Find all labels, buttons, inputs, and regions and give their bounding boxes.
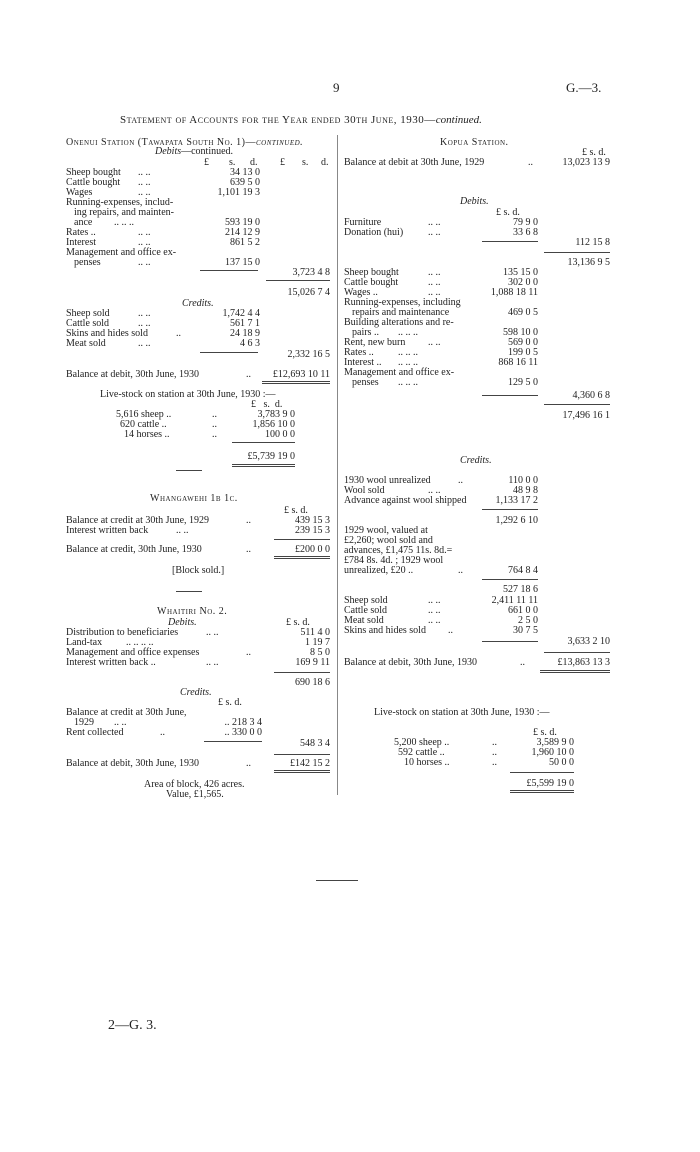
kopua-net: 527 18 6 — [503, 584, 538, 595]
rule — [482, 395, 538, 396]
amount: 4 6 3 — [240, 338, 260, 349]
leader-dots: .. .. .. .. — [126, 637, 154, 648]
col-pounds: £ — [204, 157, 209, 168]
leader-dots: .. .. — [138, 227, 151, 238]
amount: 593 19 0 — [225, 217, 260, 228]
value-note: Value, £1,565. — [166, 789, 224, 800]
onenui-balance: £12,693 10 11 — [272, 369, 330, 380]
amount: 199 0 5 — [508, 347, 538, 358]
leader-dots: .. .. .. — [114, 217, 134, 228]
whaitiri-title: Whaitiri No. 2. — [157, 606, 228, 617]
line-label: Sheep bought — [66, 167, 121, 178]
amount: 1 19 7 — [305, 637, 330, 648]
leader-dots: .. .. — [428, 227, 441, 238]
line-label: 620 cattle .. — [120, 419, 167, 430]
double-rule — [232, 464, 295, 467]
leader-dots: .. .. — [176, 525, 189, 536]
col-shillings-2: s. — [302, 157, 309, 168]
leader-dots: .. .. — [428, 337, 441, 348]
leader-dots: .. .. .. — [398, 377, 418, 388]
rule — [200, 270, 258, 271]
line-label: Balance at debit, 30th June, 1930 — [344, 657, 478, 668]
leader-dots: .. .. — [138, 177, 151, 188]
line-label: Advance against wool shipped — [344, 495, 467, 506]
line-label: Balance at debit, 30th June, 1930 — [66, 758, 200, 769]
rule — [544, 404, 610, 405]
onenui-total-credits: 2,332 16 5 — [287, 349, 330, 360]
leader-dots: .. — [212, 409, 217, 420]
rule — [482, 241, 538, 242]
kopua-cols2: £ s. d. — [496, 207, 520, 218]
line-label: Running-expenses, includ- — [66, 197, 174, 208]
line-label: repairs and maintenance — [352, 307, 450, 318]
leader-dots: .. — [520, 657, 525, 668]
line-label: penses — [352, 377, 379, 388]
kopua-total-credits: 3,633 2 10 — [567, 636, 610, 647]
amount: 561 7 1 — [230, 318, 260, 329]
line-label: Running-expenses, including — [344, 297, 461, 308]
amount: 30 7 5 — [513, 625, 538, 636]
whaitiri-total-credits: 548 3 4 — [300, 738, 330, 749]
leader-dots: .. .. — [138, 338, 151, 349]
amount: 868 16 11 — [498, 357, 538, 368]
kopua-title: Kopua Station. — [440, 137, 509, 148]
kopua-sub2: 13,136 9 5 — [567, 257, 610, 268]
line-label: Cattle bought — [344, 277, 399, 288]
leader-dots: .. — [246, 369, 251, 380]
line-label: Wages — [66, 187, 93, 198]
line-label: Balance at debit at 30th June, 1929 — [344, 157, 485, 168]
amount: 1,960 10 0 — [531, 747, 574, 758]
rule — [204, 741, 262, 742]
rule — [482, 509, 538, 510]
rule — [544, 252, 610, 253]
kopua-livestock-total: £5,599 19 0 — [526, 778, 574, 789]
section-separator — [176, 591, 202, 592]
amount: 137 15 0 — [225, 257, 260, 268]
amount: 50 0 0 — [549, 757, 574, 768]
double-rule — [540, 670, 610, 673]
leader-dots: .. .. — [428, 277, 441, 288]
leader-dots: .. .. — [114, 717, 127, 728]
rule — [274, 754, 330, 755]
leader-dots: .. .. — [138, 167, 151, 178]
onenui-debits-label: Debits—continued. — [155, 146, 234, 157]
amount: .. 330 0 0 — [224, 727, 262, 738]
leader-dots: .. — [528, 157, 533, 168]
line-label: ance — [74, 217, 93, 228]
line-label: Skins and hides sold — [344, 625, 426, 636]
rule — [482, 641, 538, 642]
kopua-balance-1929: 13,023 13 9 — [562, 157, 610, 168]
leader-dots: .. — [160, 727, 165, 738]
line-label: Rent, new burn — [344, 337, 406, 348]
leader-dots: .. .. — [428, 605, 441, 616]
onenui-livestock-total: £5,739 19 0 — [247, 451, 295, 462]
line-label: Balance at credit at 30th June, — [66, 707, 187, 718]
leader-dots: .. — [212, 419, 217, 430]
whaitiri-balance: £142 15 2 — [290, 758, 330, 769]
line-label: Interest — [66, 237, 96, 248]
leader-dots: .. — [492, 737, 497, 748]
leader-dots: .. .. — [428, 287, 441, 298]
amount: 661 0 0 — [508, 605, 538, 616]
line-label: 5,200 sheep .. — [394, 737, 450, 748]
line-label: pairs .. — [352, 327, 379, 338]
line-label: Management and office expenses — [66, 647, 200, 658]
line-label: Balance at debit, 30th June, 1930 — [66, 369, 200, 380]
amount: 3,589 9 0 — [536, 737, 574, 748]
leader-dots: .. — [458, 475, 463, 486]
line-label: Meat sold — [344, 615, 384, 626]
line-label: advances, £1,475 11s. 8d.= — [344, 545, 453, 556]
amount: 8 5 0 — [310, 647, 330, 658]
line-label: Interest .. — [344, 357, 382, 368]
line-label: 1929 wool, valued at — [344, 525, 428, 536]
kopua-sub-credits: 1,292 6 10 — [495, 515, 538, 526]
kopua-cols: £ s. d. — [582, 147, 606, 158]
amount: 1,133 17 2 — [495, 495, 538, 506]
amount: 129 5 0 — [508, 377, 538, 388]
leader-dots: .. — [492, 747, 497, 758]
line-label: Sheep sold — [344, 595, 388, 606]
leader-dots: .. .. — [428, 615, 441, 626]
double-rule — [274, 770, 330, 773]
double-rule — [274, 556, 330, 559]
leader-dots: .. .. — [138, 318, 151, 329]
amount: 214 12 9 — [225, 227, 260, 238]
leader-dots: .. — [492, 757, 497, 768]
line-label: Cattle sold — [344, 605, 388, 616]
leader-dots: .. — [246, 515, 251, 526]
amount: 239 15 3 — [295, 525, 330, 536]
line-label: Wages .. — [344, 287, 378, 298]
amount: 24 18 9 — [230, 328, 260, 339]
rule — [482, 579, 538, 580]
footer-signature: 2—G. 3. — [108, 1018, 157, 1033]
amount: 469 0 5 — [508, 307, 538, 318]
amount: 439 15 3 — [295, 515, 330, 526]
amount: 1,101 19 3 — [217, 187, 260, 198]
amount: 3,783 9 0 — [257, 409, 295, 420]
onenui-total-debits: 3,723 4 8 — [292, 267, 330, 278]
line-label: Interest written back — [66, 525, 149, 536]
kopua-credits-label: Credits. — [460, 455, 492, 466]
whaitiri-cols: £ s. d. — [286, 617, 310, 628]
page-title: Statement of Accounts for the Year ended 30th June, 1930—continued. — [120, 114, 482, 126]
amount: .. 218 3 4 — [224, 717, 262, 728]
line-label: Rates .. — [344, 347, 374, 358]
leader-dots: .. .. .. — [398, 327, 418, 338]
line-label: Management and office ex- — [66, 247, 177, 258]
line-label: Wool sold — [344, 485, 385, 496]
rule — [200, 352, 258, 353]
amount: 764 8 4 — [508, 565, 538, 576]
kopua-balance: £13,863 13 3 — [557, 657, 610, 668]
line-label: Furniture — [344, 217, 382, 228]
whangawehi-balance: £200 0 0 — [295, 544, 330, 555]
amount: 598 10 0 — [503, 327, 538, 338]
rule — [232, 442, 295, 443]
amount: 302 0 0 — [508, 277, 538, 288]
kopua-ls-cols: £ s. d. — [533, 727, 557, 738]
line-label: Rent collected — [66, 727, 124, 738]
leader-dots: .. .. — [206, 627, 219, 638]
area-note: Area of block, 426 acres. — [144, 779, 245, 790]
line-label: 10 horses .. — [404, 757, 450, 768]
line-label: Skins and hides sold — [66, 328, 148, 339]
amount: 511 4 0 — [300, 627, 330, 638]
leader-dots: .. .. — [138, 237, 151, 248]
line-label: Donation (hui) — [344, 227, 404, 238]
line-label: £784 8s. 4d. ; 1929 wool — [344, 555, 444, 566]
line-label: Balance at credit at 30th June, 1929 — [66, 515, 210, 526]
leader-dots: .. .. — [428, 217, 441, 228]
leader-dots: .. — [448, 625, 453, 636]
block-sold-note: [Block sold.] — [172, 565, 225, 576]
amount: 33 6 8 — [513, 227, 538, 238]
amount: 79 9 0 — [513, 217, 538, 228]
line-label: 1929 — [74, 717, 94, 728]
onenui-credits-label: Credits. — [182, 298, 214, 309]
rule — [544, 652, 610, 653]
kopua-total-debits: 4,360 6 8 — [572, 390, 610, 401]
kopua-sub1: 112 15 8 — [575, 237, 610, 248]
ls-cols: £ s. d. — [251, 399, 283, 410]
amount: 48 9 8 — [513, 485, 538, 496]
rule — [510, 772, 574, 773]
rule — [266, 280, 330, 281]
col-pence-2: d. — [321, 157, 329, 168]
col-pounds-2: £ — [280, 157, 285, 168]
kopua-total-all: 17,496 16 1 — [562, 410, 610, 421]
amount: 34 13 0 — [230, 167, 260, 178]
amount: 861 5 2 — [230, 237, 260, 248]
line-label: 592 cattle .. — [398, 747, 445, 758]
amount: 2 5 0 — [518, 615, 538, 626]
col-pence: d. — [250, 157, 258, 168]
line-label: Sheep sold — [66, 308, 110, 319]
line-label: Building alterations and re- — [344, 317, 454, 328]
line-label: Rates .. — [66, 227, 96, 238]
line-label: Sheep bought — [344, 267, 399, 278]
line-label: ing repairs, and mainten- — [74, 207, 174, 218]
amount: 169 9 11 — [295, 657, 330, 668]
amount: 639 5 0 — [230, 177, 260, 188]
col-shillings: s. — [229, 157, 236, 168]
amount: 1,742 4 4 — [222, 308, 260, 319]
line-label: Cattle bought — [66, 177, 121, 188]
leader-dots: .. .. — [428, 267, 441, 278]
rule — [274, 672, 330, 673]
leader-dots: .. — [246, 647, 251, 658]
onenui-title: Onenui Station (Tawapata South No. 1)—continued. — [66, 137, 304, 148]
line-label: Distribution to beneficiaries — [66, 627, 179, 638]
page-number: 9 — [333, 80, 340, 95]
document-ref: G.—3. — [566, 80, 602, 95]
leader-dots: .. .. .. — [398, 347, 418, 358]
kopua-debits-label: Debits. — [460, 196, 489, 207]
line-label: Cattle sold — [66, 318, 110, 329]
amount: 569 0 0 — [508, 337, 538, 348]
whaitiri-total-debits: 690 18 6 — [295, 677, 330, 688]
leader-dots: .. .. — [138, 308, 151, 319]
double-rule — [510, 790, 574, 793]
line-label: Management and office ex- — [344, 367, 455, 378]
line-label: penses — [74, 257, 101, 268]
column-divider — [337, 135, 338, 795]
leader-dots: .. — [246, 758, 251, 769]
section-separator — [176, 470, 202, 471]
leader-dots: .. — [246, 544, 251, 555]
amount: 2,411 11 11 — [491, 595, 538, 606]
line-label: £2,260; wool sold and — [344, 535, 433, 546]
leader-dots: .. .. — [206, 657, 219, 668]
leader-dots: .. .. — [138, 257, 151, 268]
leader-dots: .. — [176, 328, 181, 339]
whangawehi-title: Whangawehi 1b 1c. — [150, 493, 238, 504]
whaitiri-credits-label: Credits. — [180, 687, 212, 698]
line-label: 5,616 sheep .. — [116, 409, 172, 420]
whaitiri-cols2: £ s. d. — [218, 697, 242, 708]
leader-dots: .. — [212, 429, 217, 440]
leader-dots: .. — [458, 565, 463, 576]
leader-dots: .. .. — [428, 595, 441, 606]
line-label: Meat sold — [66, 338, 106, 349]
page-end-rule — [316, 880, 358, 881]
amount: 110 0 0 — [508, 475, 538, 486]
line-label: 14 horses .. — [124, 429, 170, 440]
amount: 1,856 10 0 — [252, 419, 295, 430]
kopua-livestock-title: Live-stock on station at 30th June, 1930 :— — [374, 707, 550, 718]
whangawehi-cols: £ s. d. — [284, 505, 308, 516]
line-label: Interest written back .. — [66, 657, 156, 668]
leader-dots: .. .. .. — [398, 357, 418, 368]
whaitiri-debits-label: Debits. — [168, 617, 197, 628]
leader-dots: .. .. — [428, 485, 441, 496]
amount: 1,088 18 11 — [490, 287, 538, 298]
line-label: unrealized, £20 .. — [344, 565, 414, 576]
amount: 100 0 0 — [265, 429, 295, 440]
leader-dots: .. .. — [138, 187, 151, 198]
line-label: Land-tax — [66, 637, 103, 648]
line-label: Balance at credit, 30th June, 1930 — [66, 544, 202, 555]
amount: 135 15 0 — [503, 267, 538, 278]
double-rule — [262, 381, 330, 384]
onenui-total-all: 15,026 7 4 — [287, 287, 330, 298]
line-label: 1930 wool unrealized — [344, 475, 431, 486]
livestock-title: Live-stock on station at 30th June, 1930 :— — [100, 389, 276, 400]
rule — [274, 539, 330, 540]
